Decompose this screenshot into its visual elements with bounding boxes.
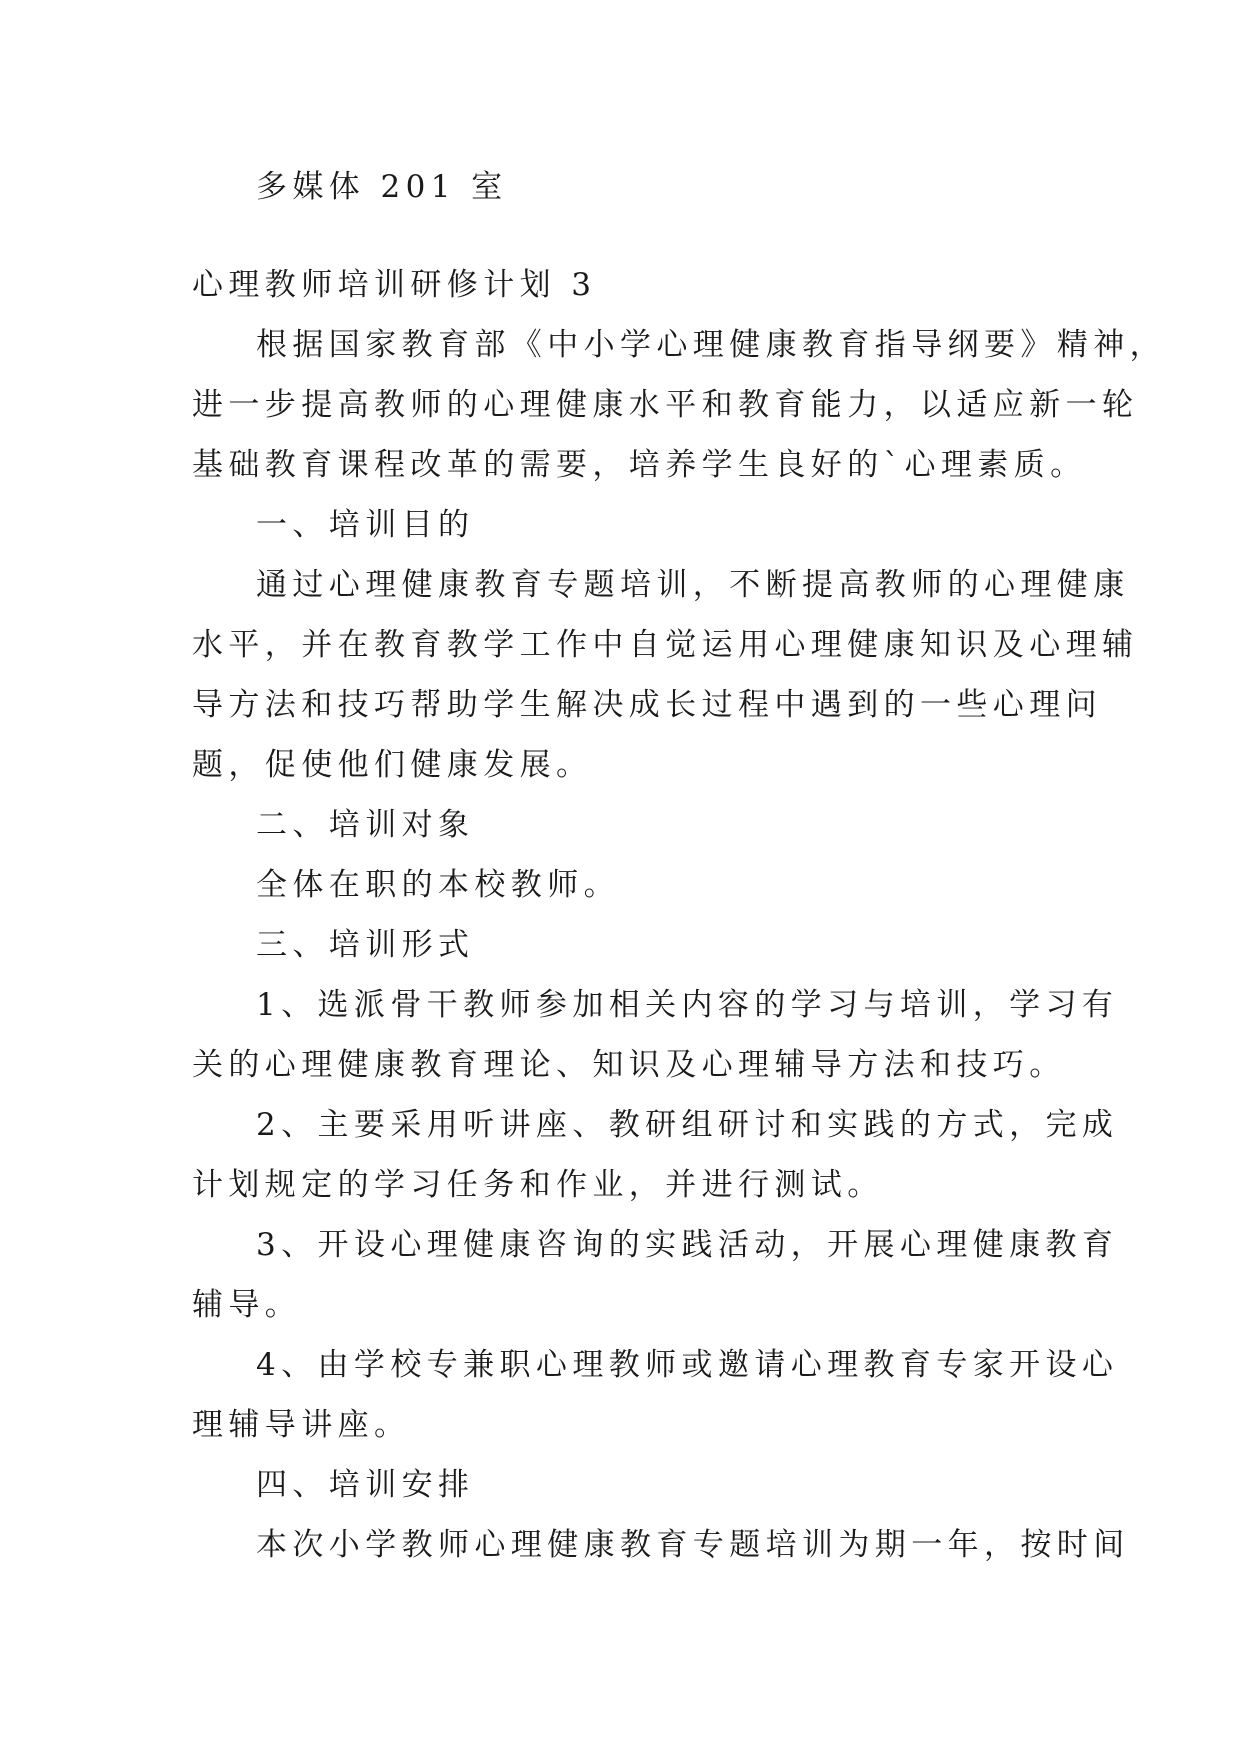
paragraph-line: 全体在职的本校教师。 bbox=[256, 867, 620, 903]
paragraph-line: 导方法和技巧帮助学生解决成长过程中遇到的一些心理问 bbox=[192, 687, 1102, 723]
document-body bbox=[192, 157, 1166, 1575]
list-item-line: 辅导。 bbox=[192, 1287, 302, 1323]
section-heading: 心理教师培训研修计划 3 bbox=[192, 267, 597, 303]
room-line: 多媒体 201 室 bbox=[256, 169, 508, 205]
list-item-line: 1、选派骨干教师参加相关内容的学习与培训，学习有 bbox=[256, 987, 1119, 1023]
list-item-line: 3、开设心理健康咨询的实践活动，开展心理健康教育 bbox=[256, 1227, 1119, 1263]
spacer bbox=[192, 217, 1052, 255]
paragraph-line: 通过心理健康教育专题培训，不断提高教师的心理健康 bbox=[256, 567, 1130, 603]
paragraph-line: 根据国家教育部《中小学心理健康教育指导纲要》精神， bbox=[256, 327, 1166, 363]
subheading-audience: 二、培训对象 bbox=[256, 807, 475, 843]
paragraph-line: 进一步提高教师的心理健康水平和教育能力，以适应新一轮 bbox=[192, 387, 1139, 423]
paragraph-line: 水平，并在教育教学工作中自觉运用心理健康知识及心理辅 bbox=[192, 627, 1139, 663]
list-item-line: 4、由学校专兼职心理教师或邀请心理教育专家开设心 bbox=[256, 1347, 1119, 1383]
list-item-line: 理辅导讲座。 bbox=[192, 1407, 411, 1443]
list-item-line: 2、主要采用听讲座、教研组研讨和实践的方式，完成 bbox=[256, 1107, 1119, 1143]
list-item-line: 关的心理健康教育理论、知识及心理辅导方法和技巧。 bbox=[192, 1047, 1066, 1083]
list-item-line: 计划规定的学习任务和作业，并进行测试。 bbox=[192, 1167, 884, 1203]
paragraph-line: 题，促使他们健康发展。 bbox=[192, 747, 593, 783]
subheading-format: 三、培训形式 bbox=[256, 927, 475, 963]
subheading-schedule: 四、培训安排 bbox=[256, 1467, 475, 1503]
subheading-purpose: 一、培训目的 bbox=[256, 507, 475, 543]
paragraph-line: 基础教育课程改革的需要，培养学生良好的`心理素质。 bbox=[192, 447, 1087, 483]
paragraph-line: 本次小学教师心理健康教育专题培训为期一年，按时间 bbox=[256, 1527, 1130, 1563]
